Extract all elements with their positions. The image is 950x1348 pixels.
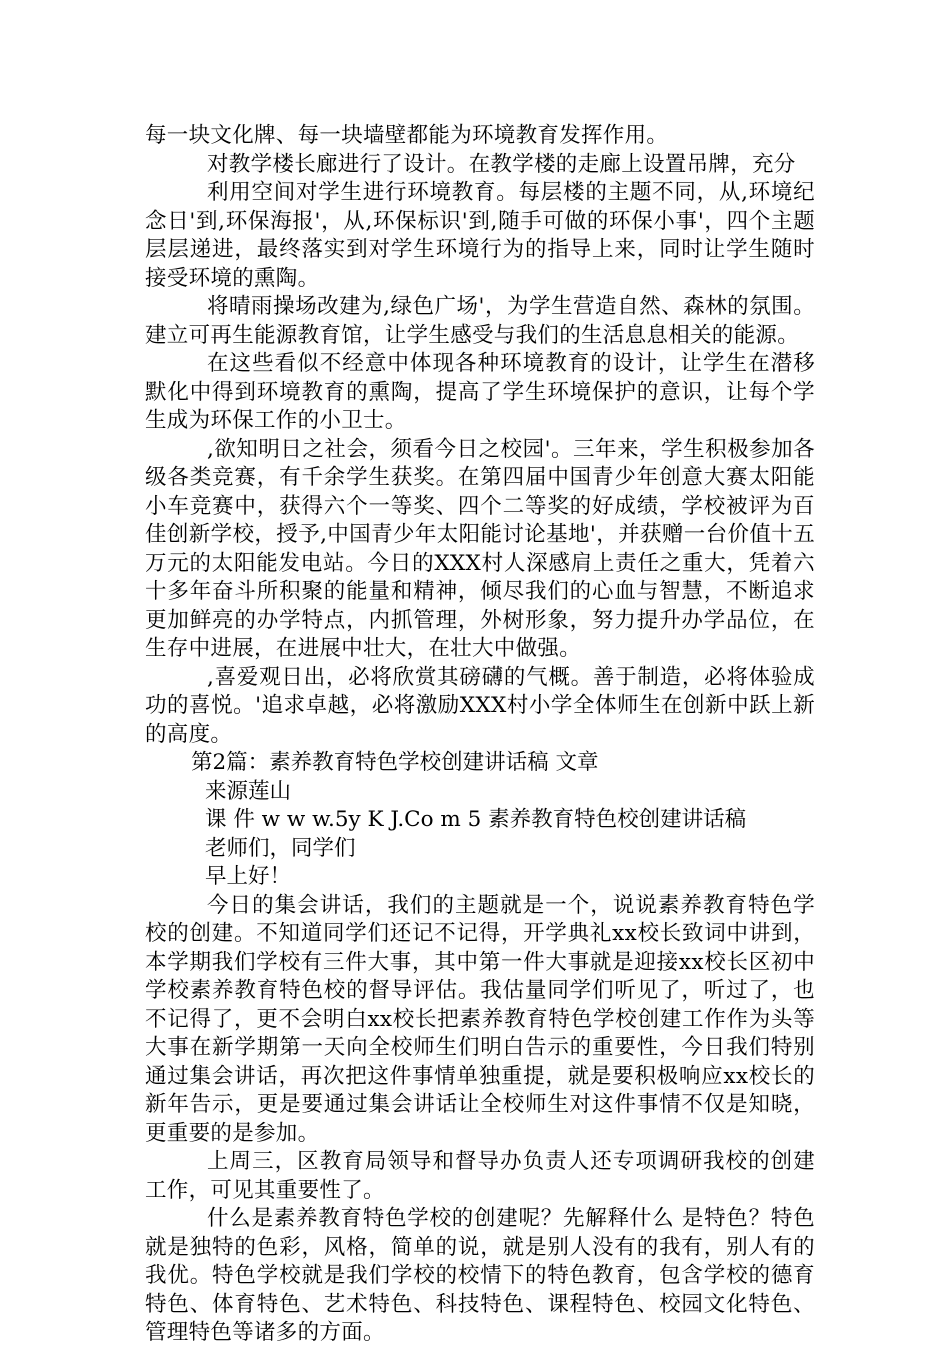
paragraph: 什么是素养教育特色学校的创建呢？先解释什么 是特色？特色就是独特的色彩，风格，简单的说，就是别人没有的我有，别人有的我优。特色学校就是我们学校的校情下的特色教育，包含学校的德育特色、体育特色、艺术特色、科技特色、课程特色、校园文化特色、管理特色等诸多的方面。 [145,1206,815,1345]
greeting: 早上好！ [205,864,292,889]
paragraph: 每一块文化牌、每一块墙壁都能为环境教育发挥作用。 [145,123,669,148]
source-line: 课 件 w w w.5y K J.Co m 5 素养教育特色校创建讲话稿 [205,807,747,832]
paragraph: 在这些看似不经意中体现各种环境教育的设计，让学生在潜移默化中得到环境教育的熏陶，提高了学生环境保护的意识，让每个学生成为环保工作的小卫士。 [145,351,815,433]
paragraph: 将晴雨操场改建为,绿色广场'，为学生营造自然、森林的氛围。建立可再生能源教育馆，让学生感受与我们的生活息息相关的能源。 [145,294,815,348]
source-line: 来源莲山 [205,778,292,804]
document-body [145,122,815,1348]
paragraph: ,欲知明日之社会，须看今日之校园'。三年来，学生积极参加各级各类竞赛，有千余学生获奖。在第四届中国青少年创意大赛太阳能小车竞赛中，获得六个一等奖、四个二等奖的好成绩，学校被评为百佳创新学校，授予,中国青少年太阳能讨论基地'，并获赠一台价值十五万元的太阳能发电站。今日的XXX村人深感肩上责任之重大，凭着六十多年奋斗所积聚的能量和精神，倾尽我们的心血与智慧，不断追求更加鲜亮的办学特点，内抓管理，外树形象，努力提升办学品位，在生存中进展，在进展中壮大，在壮大中做强。 [145,436,815,661]
salutation: 老师们，同学们 [205,835,356,861]
paragraph: 利用空间对学生进行环境教育。每层楼的主题不同，从,环境纪念日'到,环保海报'，从,环保标识'到,随手可做的环保小事'，四个主题层层递进，最终落实到对学生环境行为的指导上来，同时让学生随时接受环境的熏陶。 [145,180,815,291]
section-heading: 第2篇：素养教育特色学校创建讲话稿 文章 [191,750,599,775]
paragraph: 对教学楼长廊进行了设计。在教学楼的走廊上设置吊牌，充分 [207,151,796,177]
paragraph: 今日的集会讲话，我们的主题就是一个，说说素养教育特色学校的创建。不知道同学们还记不记得，开学典礼xx校长致词中讲到，本学期我们学校有三件大事，其中第一件大事就是迎接xx校长区初中学校素养教育特色校的督导评估。我估量同学们听见了，听过了，也不记得了，更不会明白xx校长把素养教育特色学校创建工作作为头等大事在新学期第一天向全校师生们明白告示的重要性，今日我们特别通过集会讲话，再次把这件事情单独重提，就是要积极响应xx校长的新年告示，更是要通过集会讲话让全校师生对这件事情不仅是知晓，更重要的是参加。 [145,892,815,1146]
paragraph: 上周三，区教育局领导和督导办负责人还专项调研我校的创建工作，可见其重要性了。 [145,1149,815,1203]
paragraph: ,喜爱观日出，必将欣赏其磅礴的气概。善于制造，必将体验成功的喜悦。'追求卓越，必将激励XXX村小学全体师生在创新中跃上新的高度。 [145,664,815,747]
